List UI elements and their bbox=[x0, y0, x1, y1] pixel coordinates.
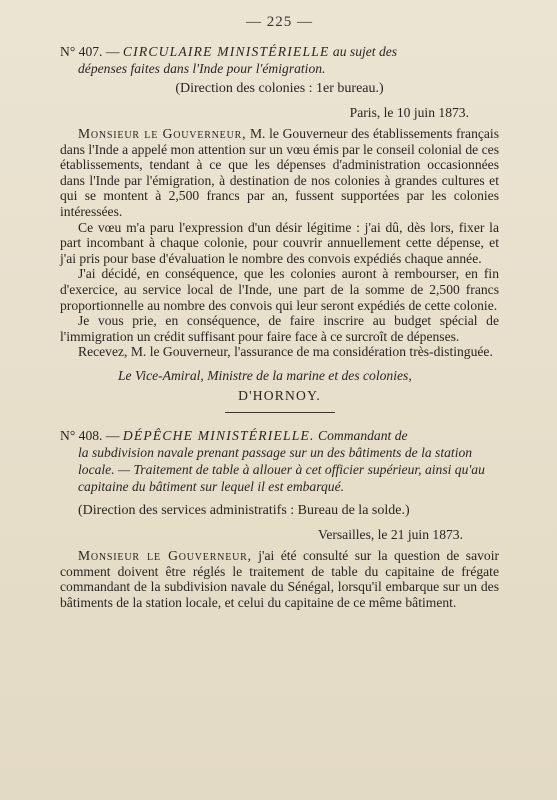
section-divider bbox=[225, 412, 335, 413]
direction-line: (Direction des colonies : 1er bureau.) bbox=[175, 81, 384, 96]
document-heading bbox=[60, 43, 499, 60]
paragraph: Je vous prie, en conséquence, de faire inscrire au budget spécial de l'immigration un crédit suffisant pour faire face à ce surcroît de dépenses. bbox=[60, 313, 499, 344]
circular-407 bbox=[60, 43, 499, 404]
document-subject bbox=[60, 60, 499, 77]
heading-dash: — bbox=[105, 44, 120, 59]
document-subject bbox=[60, 444, 499, 495]
salutation: Monsieur le Gouverneur, bbox=[78, 126, 247, 141]
paragraph: Ce vœu m'a paru l'expression d'un désir légitime : j'ai dû, dès lors, fixer la part incombant à chaque colonie, pour couvrir annuellement cette dépense, et j'ai pris pour base d'évaluation le nombre des convois expédiés chaque année. bbox=[60, 219, 499, 266]
paragraph: J'ai décidé, en conséquence, que les colonies auront à rembourser, en fin d'exercice, au service local de l'Inde, une part de la somme de 2,500 francs proportionnelle au nombre des convois qui leur seront expédiés de cette colonie. bbox=[60, 266, 499, 313]
dispatch-408 bbox=[60, 427, 499, 610]
paragraph: Recevez, M. le Gouverneur, l'assurance de ma considération très-distinguée. bbox=[78, 344, 493, 360]
signer-name: D'HORNOY. bbox=[238, 387, 321, 403]
direction-line: (Direction des services administratifs : Bureau de la solde.) bbox=[78, 502, 410, 518]
document-heading bbox=[60, 427, 499, 444]
page-number: — 225 — bbox=[246, 14, 313, 30]
dateline: Paris, le 10 juin 1873. bbox=[349, 105, 469, 120]
document-subject-rest: dépenses faites dans l'Inde pour l'émigration. bbox=[78, 61, 326, 76]
paragraph-text: M. le Gouverneur des établissements français dans l'Inde a appelé mon attention sur un vœu émis par le conseil colonial de ces établissements, tendant à ce que les dépenses d'administration occasionnées dans l'Inde par l'émigration, à destination de nos colonies à grandes cultures et qui se montent à 2,500 francs par an, fussent supportées par les colonies intéressées. bbox=[60, 126, 499, 219]
paragraph bbox=[60, 126, 499, 220]
document-kind: CIRCULAIRE MINISTÉRIELLE bbox=[122, 44, 330, 59]
paragraph-text: j'ai été consulté sur la question de savoir comment doivent être réglés le traitement de table du capitaine de frégate commandant de la subdivision navale du Sénégal, lorsqu'il embarque sur un des bâtiments de la station locale, et celui du capitaine de ce même bâtiment. bbox=[60, 547, 499, 610]
document-kind: DÉPÊCHE MINISTÉRIELLE. bbox=[122, 427, 315, 443]
signature-title: Le Vice-Amiral, Ministre de la marine et des colonies, bbox=[118, 367, 412, 383]
paragraph bbox=[60, 548, 499, 610]
salutation: Monsieur le Gouverneur, bbox=[78, 547, 252, 563]
document-number: N° 408. bbox=[60, 427, 103, 443]
document-number: N° 407. bbox=[60, 44, 103, 59]
document-subject-start: Commandant de bbox=[318, 427, 408, 443]
document-subject-start: au sujet des bbox=[332, 44, 398, 59]
heading-dash: — bbox=[105, 427, 120, 443]
document-subject-rest: la subdivision navale prenant passage sur un des bâtiments de la station locale. — Traitement de table à allouer à cet officier supérieur, ainsi qu'au capitaine du bâtiment sur lequel il est embarqué. bbox=[78, 444, 485, 494]
dateline: Versailles, le 21 juin 1873. bbox=[318, 526, 463, 542]
